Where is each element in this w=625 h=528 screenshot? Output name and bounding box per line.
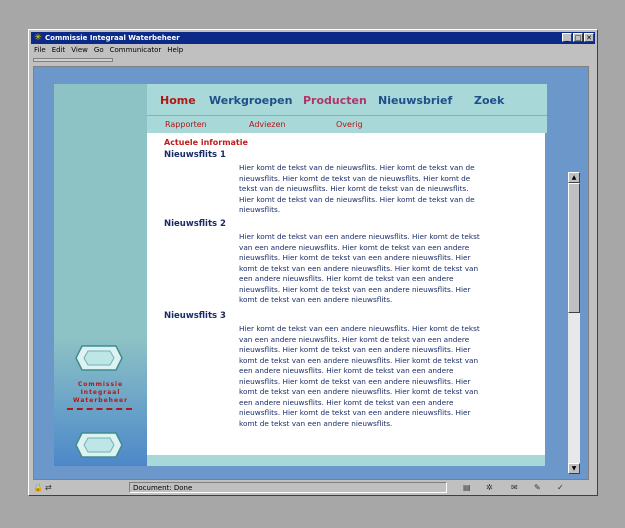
logo-line-2: Integraal [80, 389, 121, 396]
news-item-1-body: Hier komt de tekst van de nieuwsflits. Hier komt de tekst van de nieuwsflits. Hier komt de tekst van de nieuwsflits. Hier komt de tekst van de nieuwsflits. Hier komt de tekst van de nieuwsflits. Hier komt de tekst van de nieuwsflits. Hier komt de tekst van de nieuwsflits. [239, 163, 475, 214]
close-button[interactable]: ✕ [584, 33, 594, 42]
subnav-overig[interactable]: Overig [336, 120, 363, 129]
subnav-rapporten[interactable]: Rapporten [165, 120, 207, 129]
minimize-button[interactable]: _ [562, 33, 572, 42]
menu-help[interactable]: Help [167, 46, 184, 54]
gem-logo-bottom-icon[interactable] [74, 431, 124, 459]
page-viewport [33, 66, 589, 480]
scroll-up-icon[interactable]: ▲ [568, 172, 580, 183]
toolbar-grip[interactable] [33, 58, 113, 62]
news-item-2-title: Nieuwsflits 2 [164, 219, 226, 229]
menu-go[interactable]: Go [93, 46, 104, 54]
logo-line-3: Waterbeheer [72, 397, 129, 404]
composer-icon[interactable]: ✎ [534, 483, 541, 492]
mail-icon[interactable]: ✉ [511, 483, 518, 492]
app-icon: ✳ [34, 33, 42, 43]
menu-bar [31, 45, 595, 56]
component-bar-icon[interactable]: ▤ [463, 483, 471, 492]
subnav-adviezen[interactable]: Adviezen [249, 120, 286, 129]
news-item-1-title: Nieuwsflits 1 [164, 150, 226, 160]
nav-werkgroepen[interactable]: Werkgroepen [209, 94, 293, 107]
navigator-icon[interactable]: ✲ [486, 483, 493, 492]
menu-communicator[interactable]: Communicator [109, 46, 162, 54]
section-title: Actuele informatie [164, 138, 248, 147]
gem-logo-top-icon[interactable] [74, 344, 124, 372]
maximize-button[interactable]: □ [574, 34, 582, 42]
offline-icon[interactable]: ✓ [557, 483, 564, 492]
news-item-3-title: Nieuwsflits 3 [164, 311, 226, 321]
scroll-down-icon[interactable]: ▼ [568, 463, 580, 474]
news-item-2-body: Hier komt de tekst van een andere nieuwsflits. Hier komt de tekst van een andere nieuwsflits. Hier komt de tekst van een andere nieuwsflits. Hier komt de tekst van een andere nieuwsflits. Hier komt de tekst van een andere nieuwsflits. Hier komt de tekst van een andere nieuwsflits. Hier komt de tekst van een andere nieuwsflits. Hier komt de tekst van een andere nieuwsflits. Hier komt de tekst van een andere nieuwsflits. [239, 232, 480, 304]
menu-view[interactable]: View [71, 46, 88, 54]
news-content [147, 133, 545, 455]
connection-icon: ⇄ [45, 483, 52, 492]
nav-zoek[interactable]: Zoek [474, 94, 505, 107]
collapsed-toolbar[interactable] [31, 57, 595, 64]
menu-edit[interactable]: Edit [51, 46, 66, 54]
nav-nieuwsbrief[interactable]: Nieuwsbrief [378, 94, 453, 107]
left-panel [54, 84, 147, 466]
status-text: Document: Done [129, 482, 447, 493]
logo-divider [67, 408, 132, 410]
browser-window [28, 29, 598, 496]
logo-line-1: Commissie [77, 381, 124, 388]
nav-producten[interactable]: Producten [303, 94, 367, 107]
security-lock-icon[interactable]: 🔒 [33, 483, 43, 492]
status-bar [31, 481, 595, 494]
site-navigation [147, 84, 547, 133]
window-title: Commissie Integraal Waterbeheer [45, 34, 180, 42]
title-bar[interactable] [31, 32, 595, 44]
menu-file[interactable]: File [34, 46, 46, 54]
scroll-thumb[interactable] [568, 183, 580, 313]
news-item-3-body: Hier komt de tekst van een andere nieuwsflits. Hier komt de tekst van een andere nieuwsflits. Hier komt de tekst van een andere nieuwsflits. Hier komt de tekst van een andere nieuwsflits. Hier komt de tekst van een andere nieuwsflits. Hier komt de tekst van een andere nieuwsflits. Hier komt de tekst van een andere nieuwsflits. Hier komt de tekst van een andere nieuwsflits. Hier komt de tekst van een andere nieuwsflits. Hier komt de tekst van een andere nieuwsflits. Hier komt de tekst van een andere nieuwsflits. Hier komt de tekst van een andere nieuwsflits. Hier komt de tekst van een andere nieuwsflits. [239, 324, 480, 428]
content-scrollbar[interactable] [568, 172, 580, 474]
nav-home[interactable]: Home [160, 94, 196, 107]
content-footer-bar [147, 455, 545, 466]
